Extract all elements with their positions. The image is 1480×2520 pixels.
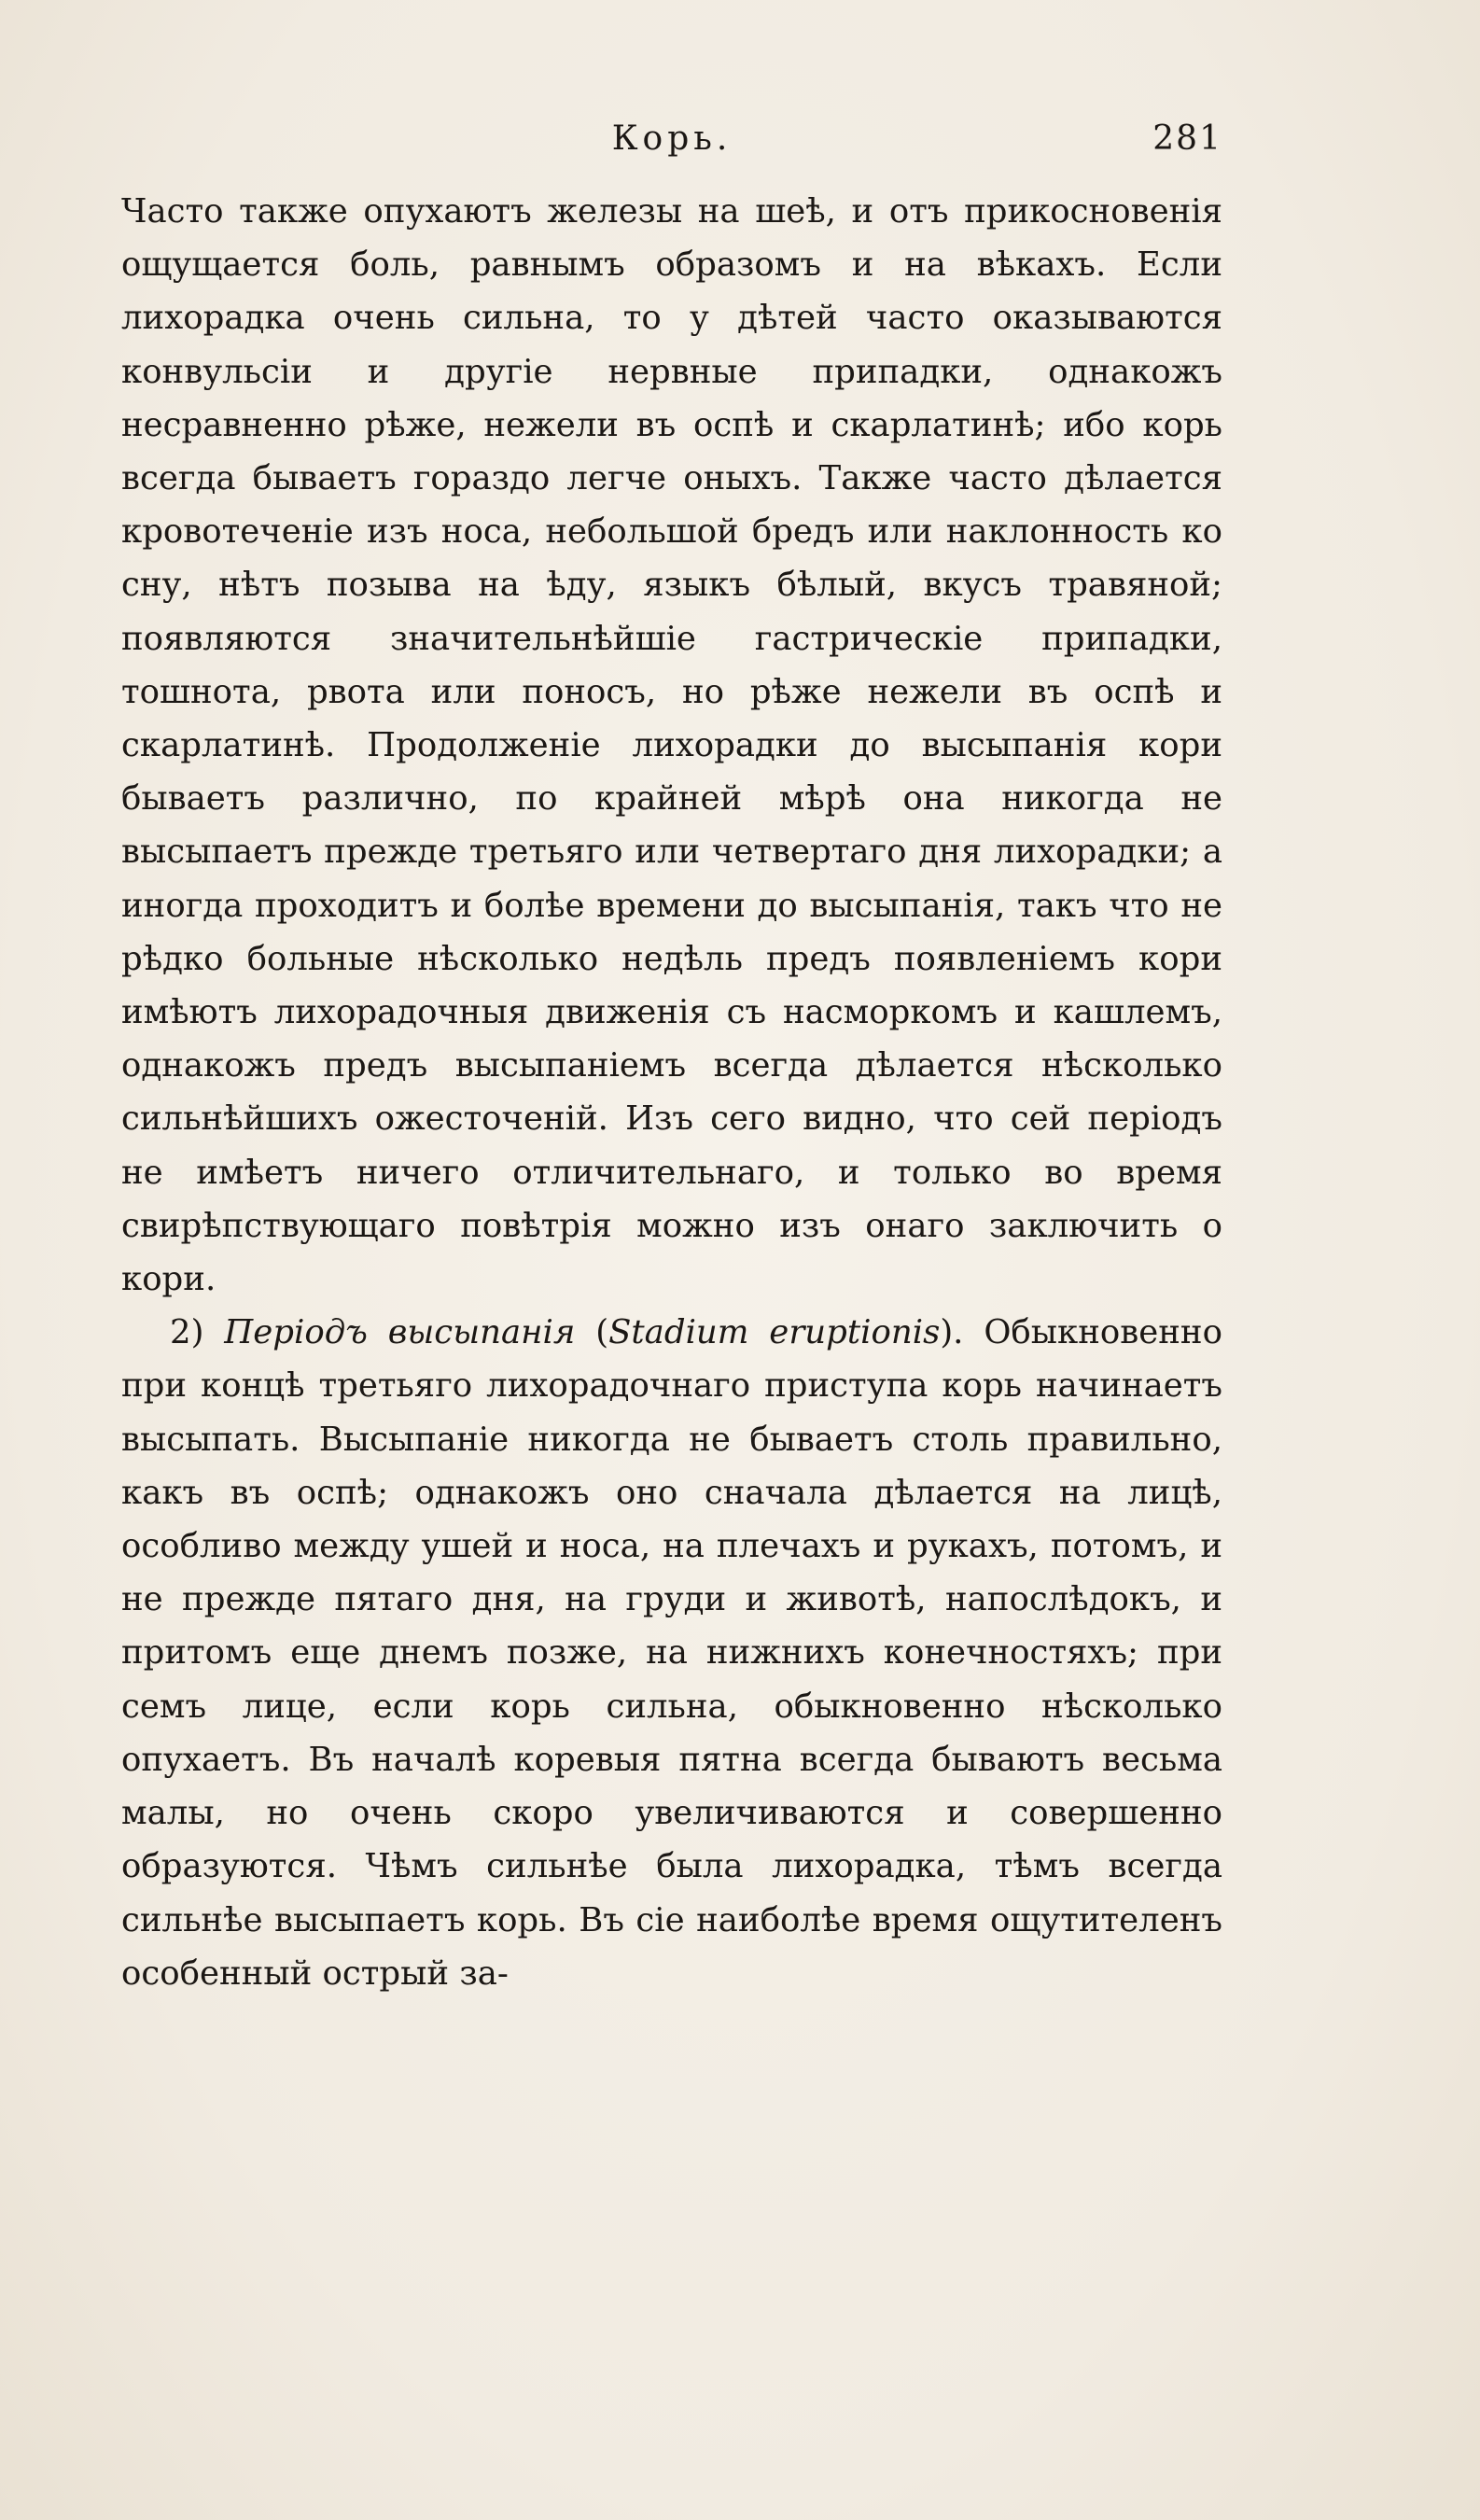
paragraph-2-number: 2) bbox=[170, 1313, 204, 1352]
page-number: 281 bbox=[1152, 119, 1222, 158]
paragraph-2-title: Періодъ высыпанія bbox=[224, 1313, 576, 1352]
running-head: Корь. bbox=[611, 119, 733, 158]
page-body bbox=[121, 185, 1222, 2000]
paragraph-2-text: Обыкновенно при концѣ третьяго лихорадочнаго приступа корь начинаетъ высыпать. Высыпаніе никогда не бываетъ столь правильно, какъ въ оспѣ; однакожъ оно сначала дѣлается на лицѣ, особливо между ушей и носа, на плечахъ и рукахъ, потомъ, и не прежде пятаго дня, на груди и животѣ, напослѣдокъ, и притомъ еще днемъ позже, на нижнихъ конечностяхъ; при семъ лице, если корь сильна, обыкновенно нѣсколько опухаетъ. Въ началѣ коревыя пятна всегда бываютъ весьма малы, но очень скоро увеличиваются и совершенно образуются. Чѣмъ сильнѣе была лихорадка, тѣмъ всегда сильнѣе высыпаетъ корь. Въ сіе наиболѣе время ощутителенъ особенный острый за- bbox=[121, 1313, 1222, 1993]
latin-close-paren: ). bbox=[940, 1313, 964, 1352]
paragraph-1: Часто также опухаютъ железы на шеѣ, и отъ прикосновенія ощущается боль, равнымъ образомъ и на вѣкахъ. Если лихорадка очень сильна, то у дѣтей часто оказываются конвульсіи и другіе нервные припадки, однакожъ несравненно рѣже, нежели въ оспѣ и скарлатинѣ; ибо корь всегда бываетъ гораздо легче оныхъ. Также часто дѣлается кровотеченіе изъ носа, небольшой бредъ или наклонность ко сну, нѣтъ позыва на ѣду, языкъ бѣлый, вкусъ травяной; появляются значительнѣйшіе гастрическіе припадки, тошнота, рвота или поносъ, но рѣже нежели въ оспѣ и скарлатинѣ. Продолженіе лихорадки до высыпанія кори бываетъ различно, по крайней мѣрѣ она никогда не высыпаетъ прежде третьяго или четвертаго дня лихорадки; а иногда проходитъ и болѣе времени до высыпанія, такъ что не рѣдко больные нѣсколько недѣль предъ появленіемъ кори имѣютъ лихорадочныя движенія съ насморкомъ и кашлемъ, однакожъ предъ высыпаніемъ всегда дѣлается нѣсколько сильнѣйшихъ ожесточеній. Изъ сего видно, что сей періодъ не имѣетъ ничего отличительнаго, и только во время свирѣпствующаго повѣтрія можно изъ онаго заключить о кори. bbox=[121, 192, 1222, 1299]
latin-open-paren: ( bbox=[595, 1313, 609, 1352]
paragraph-2 bbox=[121, 1306, 1222, 2000]
page-header bbox=[121, 119, 1222, 175]
latin-term: Stadium eruptionis bbox=[608, 1313, 941, 1352]
